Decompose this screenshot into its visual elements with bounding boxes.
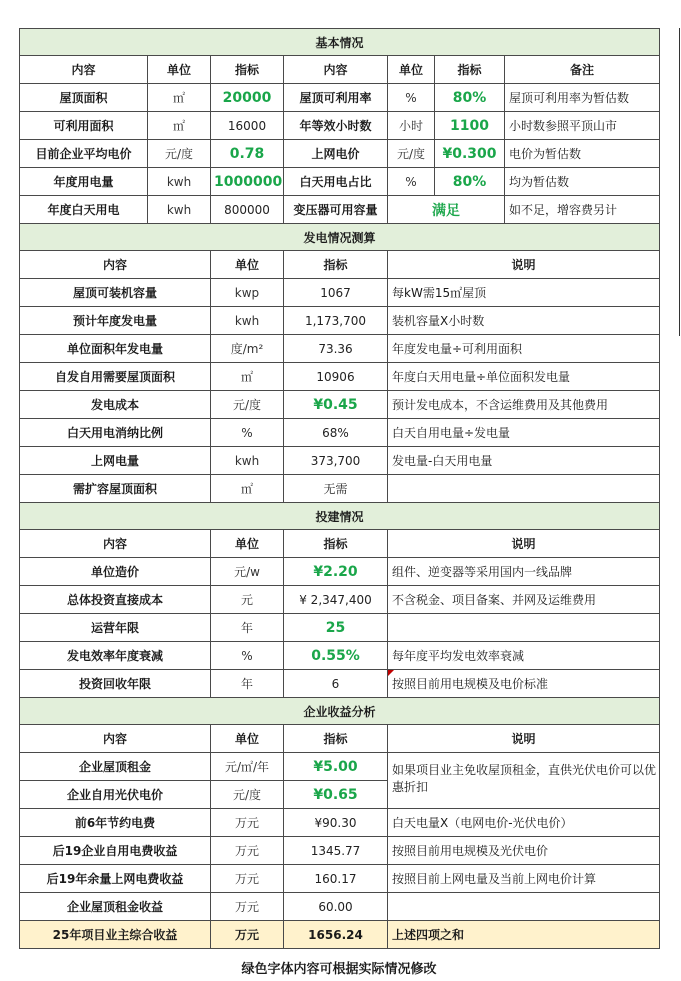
- row-label[interactable]: 变压器可用容量: [284, 196, 388, 224]
- note-cell[interactable]: 白天自用电量÷发电量: [388, 419, 660, 447]
- unit-cell[interactable]: 万元: [211, 865, 284, 893]
- note-cell[interactable]: 白天电量X（电网电价-光伏电价）: [388, 809, 660, 837]
- total-row: [20, 921, 660, 949]
- unit-cell[interactable]: kwh: [211, 307, 284, 335]
- col-header[interactable]: 内容: [20, 530, 211, 558]
- table-row: [20, 419, 660, 447]
- value-cell[interactable]: 10906: [284, 363, 388, 391]
- row-label[interactable]: 屋顶可利用率: [284, 84, 388, 112]
- note-cell[interactable]: 上述四项之和: [388, 921, 660, 949]
- note-cell[interactable]: [388, 475, 660, 503]
- value-cell[interactable]: 满足: [388, 196, 505, 224]
- col-header[interactable]: 单位: [388, 56, 435, 84]
- value-cell[interactable]: 1067: [284, 279, 388, 307]
- unit-cell[interactable]: 元/度: [211, 391, 284, 419]
- col-header[interactable]: 备注: [505, 56, 660, 84]
- unit-cell[interactable]: 万元: [211, 921, 284, 949]
- note-cell[interactable]: 组件、逆变器等采用国内一线品牌: [388, 558, 660, 586]
- row-label[interactable]: 年等效小时数: [284, 112, 388, 140]
- table-row: [20, 642, 660, 670]
- value-cell[interactable]: 1345.77: [284, 837, 388, 865]
- section-title[interactable]: 投建情况: [20, 503, 660, 530]
- unit-cell[interactable]: %: [388, 84, 435, 112]
- table-row: [20, 670, 660, 698]
- note-cell[interactable]: 年度白天用电量÷单位面积发电量: [388, 363, 660, 391]
- value-cell[interactable]: 20000: [211, 84, 284, 112]
- value-cell[interactable]: 25: [284, 614, 388, 642]
- note-cell[interactable]: 如不足，增容费另计: [505, 196, 660, 224]
- row-label[interactable]: 屋顶面积: [20, 84, 148, 112]
- unit-cell[interactable]: 元: [211, 586, 284, 614]
- table-row: [20, 391, 660, 419]
- value-cell[interactable]: ¥ 2,347,400: [284, 586, 388, 614]
- value-cell[interactable]: 60.00: [284, 893, 388, 921]
- note-cell[interactable]: 预计发电成本，不含运维费用及其他费用: [388, 391, 660, 419]
- col-header[interactable]: 单位: [148, 56, 211, 84]
- unit-cell[interactable]: 元/度: [211, 781, 284, 809]
- col-header[interactable]: 指标: [435, 56, 505, 84]
- row-label[interactable]: 白天用电消纳比例: [20, 419, 211, 447]
- table-row: [20, 335, 660, 363]
- table-row: [20, 279, 660, 307]
- value-cell[interactable]: 无需: [284, 475, 388, 503]
- note-cell[interactable]: 年度发电量÷可利用面积: [388, 335, 660, 363]
- value-cell[interactable]: 6: [284, 670, 388, 698]
- row-label[interactable]: 可利用面积: [20, 112, 148, 140]
- note-cell[interactable]: 屋顶可利用率为暂估数: [505, 84, 660, 112]
- column-header-row: [20, 251, 660, 279]
- table-row: [20, 865, 660, 893]
- col-header[interactable]: 单位: [211, 251, 284, 279]
- unit-cell[interactable]: 元/度: [388, 140, 435, 168]
- col-header[interactable]: 内容: [284, 56, 388, 84]
- row-label[interactable]: 25年项目业主综合收益: [20, 921, 211, 949]
- note-cell[interactable]: 按照目前上网电量及当前上网电价计算: [388, 865, 660, 893]
- table-row: [20, 893, 660, 921]
- unit-cell[interactable]: 年: [211, 670, 284, 698]
- row-label[interactable]: 白天用电占比: [284, 168, 388, 196]
- value-cell[interactable]: 68%: [284, 419, 388, 447]
- col-header[interactable]: 内容: [20, 251, 211, 279]
- note-cell[interactable]: 按照目前用电规模及光伏电价: [388, 837, 660, 865]
- row-label[interactable]: 企业屋顶租金收益: [20, 893, 211, 921]
- col-header[interactable]: 说明: [388, 530, 660, 558]
- row-label[interactable]: 年度用电量: [20, 168, 148, 196]
- col-header[interactable]: 说明: [388, 725, 660, 753]
- col-header[interactable]: 单位: [211, 725, 284, 753]
- pv-analysis-table: [19, 28, 660, 949]
- col-header[interactable]: 内容: [20, 56, 148, 84]
- value-cell[interactable]: ¥0.300: [435, 140, 505, 168]
- unit-cell[interactable]: %: [211, 642, 284, 670]
- spreadsheet: [19, 28, 659, 949]
- section-title[interactable]: 企业收益分析: [20, 698, 660, 725]
- section-title[interactable]: 基本情况: [20, 29, 660, 56]
- table-row: [20, 614, 660, 642]
- value-cell[interactable]: 1100: [435, 112, 505, 140]
- column-header-row: [20, 530, 660, 558]
- section-title[interactable]: 发电情况测算: [20, 224, 660, 251]
- col-header[interactable]: 内容: [20, 725, 211, 753]
- value-cell[interactable]: ¥0.65: [284, 781, 388, 809]
- row-label[interactable]: 前6年节约电费: [20, 809, 211, 837]
- value-cell[interactable]: 80%: [435, 84, 505, 112]
- row-label[interactable]: 总体投资直接成本: [20, 586, 211, 614]
- col-header[interactable]: 指标: [284, 251, 388, 279]
- col-header[interactable]: 说明: [388, 251, 660, 279]
- row-label[interactable]: 自发自用需要屋顶面积: [20, 363, 211, 391]
- section-generation-header: [20, 224, 660, 251]
- value-cell[interactable]: ¥90.30: [284, 809, 388, 837]
- table-row: [20, 168, 660, 196]
- value-cell[interactable]: 1,173,700: [284, 307, 388, 335]
- row-label[interactable]: 后19企业自用电费收益: [20, 837, 211, 865]
- col-header[interactable]: 指标: [284, 725, 388, 753]
- note-cell[interactable]: 不含税金、项目备案、并网及运维费用: [388, 586, 660, 614]
- col-header[interactable]: 单位: [211, 530, 284, 558]
- row-label[interactable]: 发电效率年度衰减: [20, 642, 211, 670]
- table-row: [20, 586, 660, 614]
- row-label[interactable]: 运营年限: [20, 614, 211, 642]
- column-header-row: [20, 56, 660, 84]
- table-row: [20, 447, 660, 475]
- unit-cell[interactable]: ㎡: [211, 363, 284, 391]
- unit-cell[interactable]: 万元: [211, 893, 284, 921]
- unit-cell[interactable]: kwh: [211, 447, 284, 475]
- merged-note-cell[interactable]: 如果项目业主免收屋顶租金，直供光伏电价可以优惠折扣: [388, 753, 660, 809]
- value-cell[interactable]: 73.36: [284, 335, 388, 363]
- row-label[interactable]: 后19年余量上网电费收益: [20, 865, 211, 893]
- note-cell[interactable]: 按照目前用电规模及电价标准: [388, 670, 660, 698]
- row-label[interactable]: 发电成本: [20, 391, 211, 419]
- row-label[interactable]: 目前企业平均电价: [20, 140, 148, 168]
- row-label[interactable]: 上网电量: [20, 447, 211, 475]
- note-cell[interactable]: 发电量-白天用电量: [388, 447, 660, 475]
- unit-cell[interactable]: 元/w: [211, 558, 284, 586]
- note-cell[interactable]: 小时数参照平顶山市: [505, 112, 660, 140]
- value-cell[interactable]: 16000: [211, 112, 284, 140]
- unit-cell[interactable]: 万元: [211, 837, 284, 865]
- unit-cell[interactable]: %: [388, 168, 435, 196]
- value-cell[interactable]: 0.55%: [284, 642, 388, 670]
- table-row: [20, 475, 660, 503]
- unit-cell[interactable]: kwh: [148, 168, 211, 196]
- table-row: [20, 363, 660, 391]
- note-cell[interactable]: 电价为暂估数: [505, 140, 660, 168]
- note-cell[interactable]: [388, 893, 660, 921]
- section-revenue-header: [20, 698, 660, 725]
- value-cell[interactable]: 373,700: [284, 447, 388, 475]
- row-label[interactable]: 需扩容屋顶面积: [20, 475, 211, 503]
- footer-note: 绿色字体内容可根据实际情况修改: [241, 962, 437, 977]
- unit-cell[interactable]: 小时: [388, 112, 435, 140]
- row-label[interactable]: 屋顶可装机容量: [20, 279, 211, 307]
- note-cell[interactable]: 均为暂估数: [505, 168, 660, 196]
- table-row: [20, 753, 660, 781]
- value-cell[interactable]: 800000: [211, 196, 284, 224]
- value-cell[interactable]: ¥5.00: [284, 753, 388, 781]
- table-row: [20, 307, 660, 335]
- value-cell[interactable]: 160.17: [284, 865, 388, 893]
- unit-cell[interactable]: kwp: [211, 279, 284, 307]
- table-row: [20, 196, 660, 224]
- unit-cell[interactable]: ㎡: [148, 112, 211, 140]
- table-row: [20, 112, 660, 140]
- unit-cell[interactable]: ㎡: [211, 475, 284, 503]
- unit-cell[interactable]: 元/㎡/年: [211, 753, 284, 781]
- unit-cell[interactable]: 度/m²: [211, 335, 284, 363]
- unit-cell[interactable]: kwh: [148, 196, 211, 224]
- row-label[interactable]: 年度白天用电: [20, 196, 148, 224]
- unit-cell[interactable]: 年: [211, 614, 284, 642]
- value-cell[interactable]: 1000000: [211, 168, 284, 196]
- note-cell[interactable]: 每kW需15㎡屋顶: [388, 279, 660, 307]
- section-investment-header: [20, 503, 660, 530]
- section-basic-header: [20, 29, 660, 56]
- value-cell[interactable]: ¥0.45: [284, 391, 388, 419]
- row-label[interactable]: 单位面积年发电量: [20, 335, 211, 363]
- col-header[interactable]: 指标: [284, 530, 388, 558]
- unit-cell[interactable]: 万元: [211, 809, 284, 837]
- row-label[interactable]: 企业屋顶租金: [20, 753, 211, 781]
- row-label[interactable]: 投资回收年限: [20, 670, 211, 698]
- row-label[interactable]: 企业自用光伏电价: [20, 781, 211, 809]
- row-label[interactable]: 上网电价: [284, 140, 388, 168]
- value-cell[interactable]: 1656.24: [284, 921, 388, 949]
- unit-cell[interactable]: %: [211, 419, 284, 447]
- sheet-edge-line: [679, 28, 680, 336]
- row-label[interactable]: 预计年度发电量: [20, 307, 211, 335]
- unit-cell[interactable]: ㎡: [148, 84, 211, 112]
- table-row: [20, 558, 660, 586]
- value-cell[interactable]: 0.78: [211, 140, 284, 168]
- note-cell[interactable]: [388, 614, 660, 642]
- table-row: [20, 837, 660, 865]
- row-label[interactable]: 单位造价: [20, 558, 211, 586]
- note-cell[interactable]: 装机容量X小时数: [388, 307, 660, 335]
- note-cell[interactable]: 每年度平均发电效率衰减: [388, 642, 660, 670]
- table-row: [20, 140, 660, 168]
- unit-cell[interactable]: 元/度: [148, 140, 211, 168]
- column-header-row: [20, 725, 660, 753]
- col-header[interactable]: 指标: [211, 56, 284, 84]
- table-row: [20, 809, 660, 837]
- table-row: [20, 84, 660, 112]
- value-cell[interactable]: 80%: [435, 168, 505, 196]
- value-cell[interactable]: ¥2.20: [284, 558, 388, 586]
